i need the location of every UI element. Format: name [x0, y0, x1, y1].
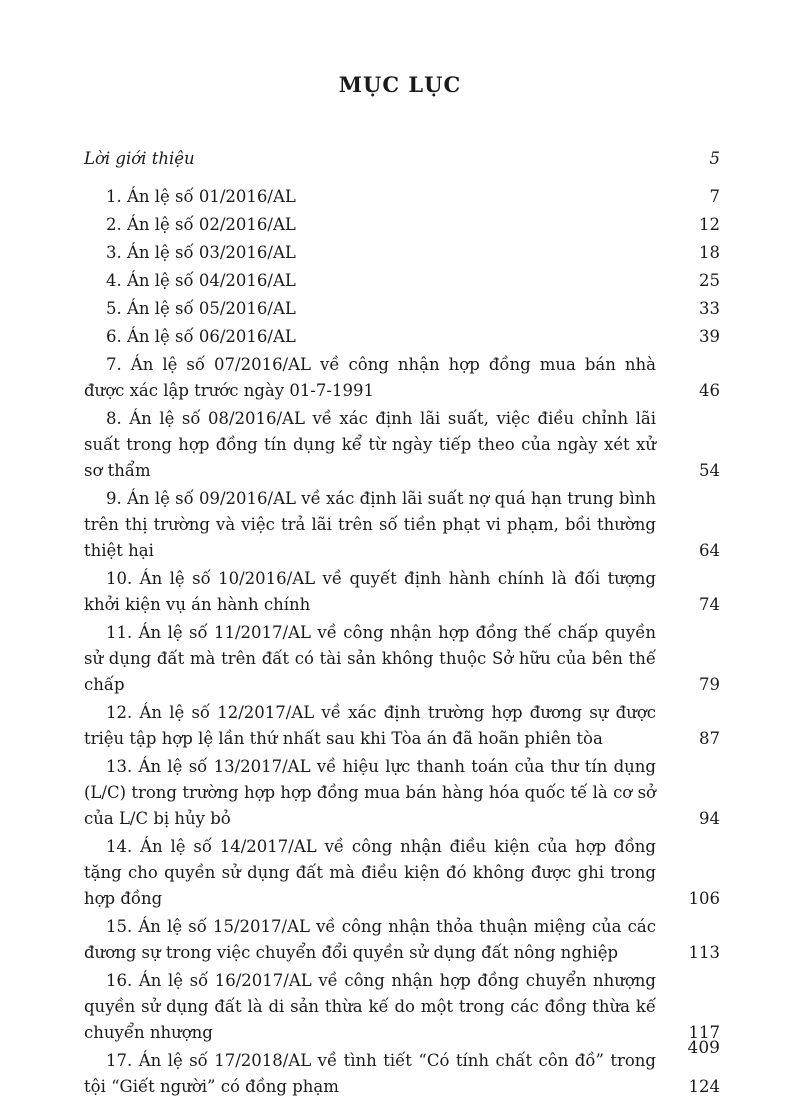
- table-of-contents: [84, 146, 720, 1102]
- toc-entry-text: 5. Án lệ số 05/2016/AL: [106, 299, 296, 318]
- toc-entry-page: 87: [699, 729, 720, 748]
- toc-entry: [84, 700, 720, 752]
- toc-entry-text: 15. Án lệ số 15/2017/AL về công nhận thỏa thuận miệng của các đương sự trong việc chuyển đổi quyền sử dụng đất nông nghiệp: [84, 917, 656, 962]
- toc-entry: [84, 352, 720, 404]
- toc-entry: [84, 268, 720, 294]
- toc-entry-text: 9. Án lệ số 09/2016/AL về xác định lãi suất nợ quá hạn trung bình trên thị trường và việc trả lãi trên số tiền phạt vi phạm, bồi thường thiệt hại: [84, 489, 656, 560]
- toc-entry-text: 14. Án lệ số 14/2017/AL về công nhận điều kiện của hợp đồng tặng cho quyền sử dụng đất mà điều kiện đó không được ghi trong hợp đồng: [84, 837, 656, 908]
- toc-entry: [84, 296, 720, 322]
- toc-entry: [84, 834, 720, 912]
- toc-entry-text: 8. Án lệ số 08/2016/AL về xác định lãi suất, việc điều chỉnh lãi suất trong hợp đồng tín dụng kể từ ngày tiếp theo của ngày xét xử sơ thẩm: [84, 409, 656, 480]
- toc-entry: [84, 1048, 720, 1100]
- page-number: 409: [687, 1038, 720, 1058]
- toc-entry-intro: [84, 146, 720, 172]
- toc-entry-text: 2. Án lệ số 02/2016/AL: [106, 215, 296, 234]
- toc-entry: [84, 240, 720, 266]
- toc-entry-text: 12. Án lệ số 12/2017/AL về xác định trường hợp đương sự được triệu tập hợp lệ lần thứ nhất sau khi Tòa án đã hoãn phiên tòa: [84, 703, 656, 748]
- toc-entry-page: 94: [699, 809, 720, 828]
- toc-entry-page: 46: [699, 381, 720, 400]
- toc-entry-page: 74: [699, 595, 720, 614]
- toc-entry-text: 3. Án lệ số 03/2016/AL: [106, 243, 296, 262]
- toc-entry-page: 117: [688, 1023, 720, 1042]
- toc-entry: [84, 486, 720, 564]
- toc-entry-page: 12: [699, 215, 720, 234]
- toc-entry: [84, 620, 720, 698]
- toc-entry-page: 5: [709, 149, 720, 168]
- toc-entry: [84, 324, 720, 350]
- toc-entry-text: 7. Án lệ số 07/2016/AL về công nhận hợp đồng mua bán nhà được xác lập trước ngày 01-7-1991: [84, 355, 656, 400]
- toc-entry-text: 4. Án lệ số 04/2016/AL: [106, 271, 296, 290]
- toc-entry-page: 54: [699, 461, 720, 480]
- toc-entry: [84, 184, 720, 210]
- toc-entry-text: 11. Án lệ số 11/2017/AL về công nhận hợp đồng thế chấp quyền sử dụng đất mà trên đất có tài sản không thuộc Sở hữu của bên thế chấp: [84, 623, 656, 694]
- toc-entry-text: 13. Án lệ số 13/2017/AL về hiệu lực thanh toán của thư tín dụng (L/C) trong trường hợp hợp đồng mua bán hàng hóa quốc tế là cơ sở của L/C bị hủy bỏ: [84, 757, 656, 828]
- toc-entry-page: 25: [699, 271, 720, 290]
- toc-entry-text: 16. Án lệ số 16/2017/AL về công nhận hợp đồng chuyển nhượng quyền sử dụng đất là di sản thừa kế do một trong các đồng thừa kế chuyển nhượng: [84, 971, 656, 1042]
- toc-entry-page: 18: [699, 243, 720, 262]
- toc-entry: [84, 754, 720, 832]
- toc-entry: [84, 406, 720, 484]
- toc-entry: [84, 914, 720, 966]
- toc-entry-page: 64: [699, 541, 720, 560]
- page-title: MỤC LỤC: [338, 72, 462, 97]
- toc-entry-page: 7: [709, 187, 720, 206]
- toc-entry-page: 106: [688, 889, 720, 908]
- toc-entry: [84, 212, 720, 238]
- toc-entry-text: 1. Án lệ số 01/2016/AL: [106, 187, 296, 206]
- toc-entry-page: 33: [699, 299, 720, 318]
- toc-entry-page: 39: [699, 327, 720, 346]
- toc-entry-text: 17. Án lệ số 17/2018/AL về tình tiết “Có tính chất côn đồ” trong tội “Giết người” có đồng phạm: [84, 1051, 656, 1096]
- toc-entry-page: 124: [688, 1077, 720, 1096]
- toc-entry-text: 10. Án lệ số 10/2016/AL về quyết định hành chính là đối tượng khởi kiện vụ án hành chính: [84, 569, 656, 614]
- toc-entry-text: Lời giới thiệu: [84, 149, 195, 168]
- toc-entry-page: 113: [688, 943, 720, 962]
- toc-entry-text: 6. Án lệ số 06/2016/AL: [106, 327, 296, 346]
- toc-entry: [84, 566, 720, 618]
- toc-entry-page: 79: [699, 675, 720, 694]
- toc-entry: [84, 968, 720, 1046]
